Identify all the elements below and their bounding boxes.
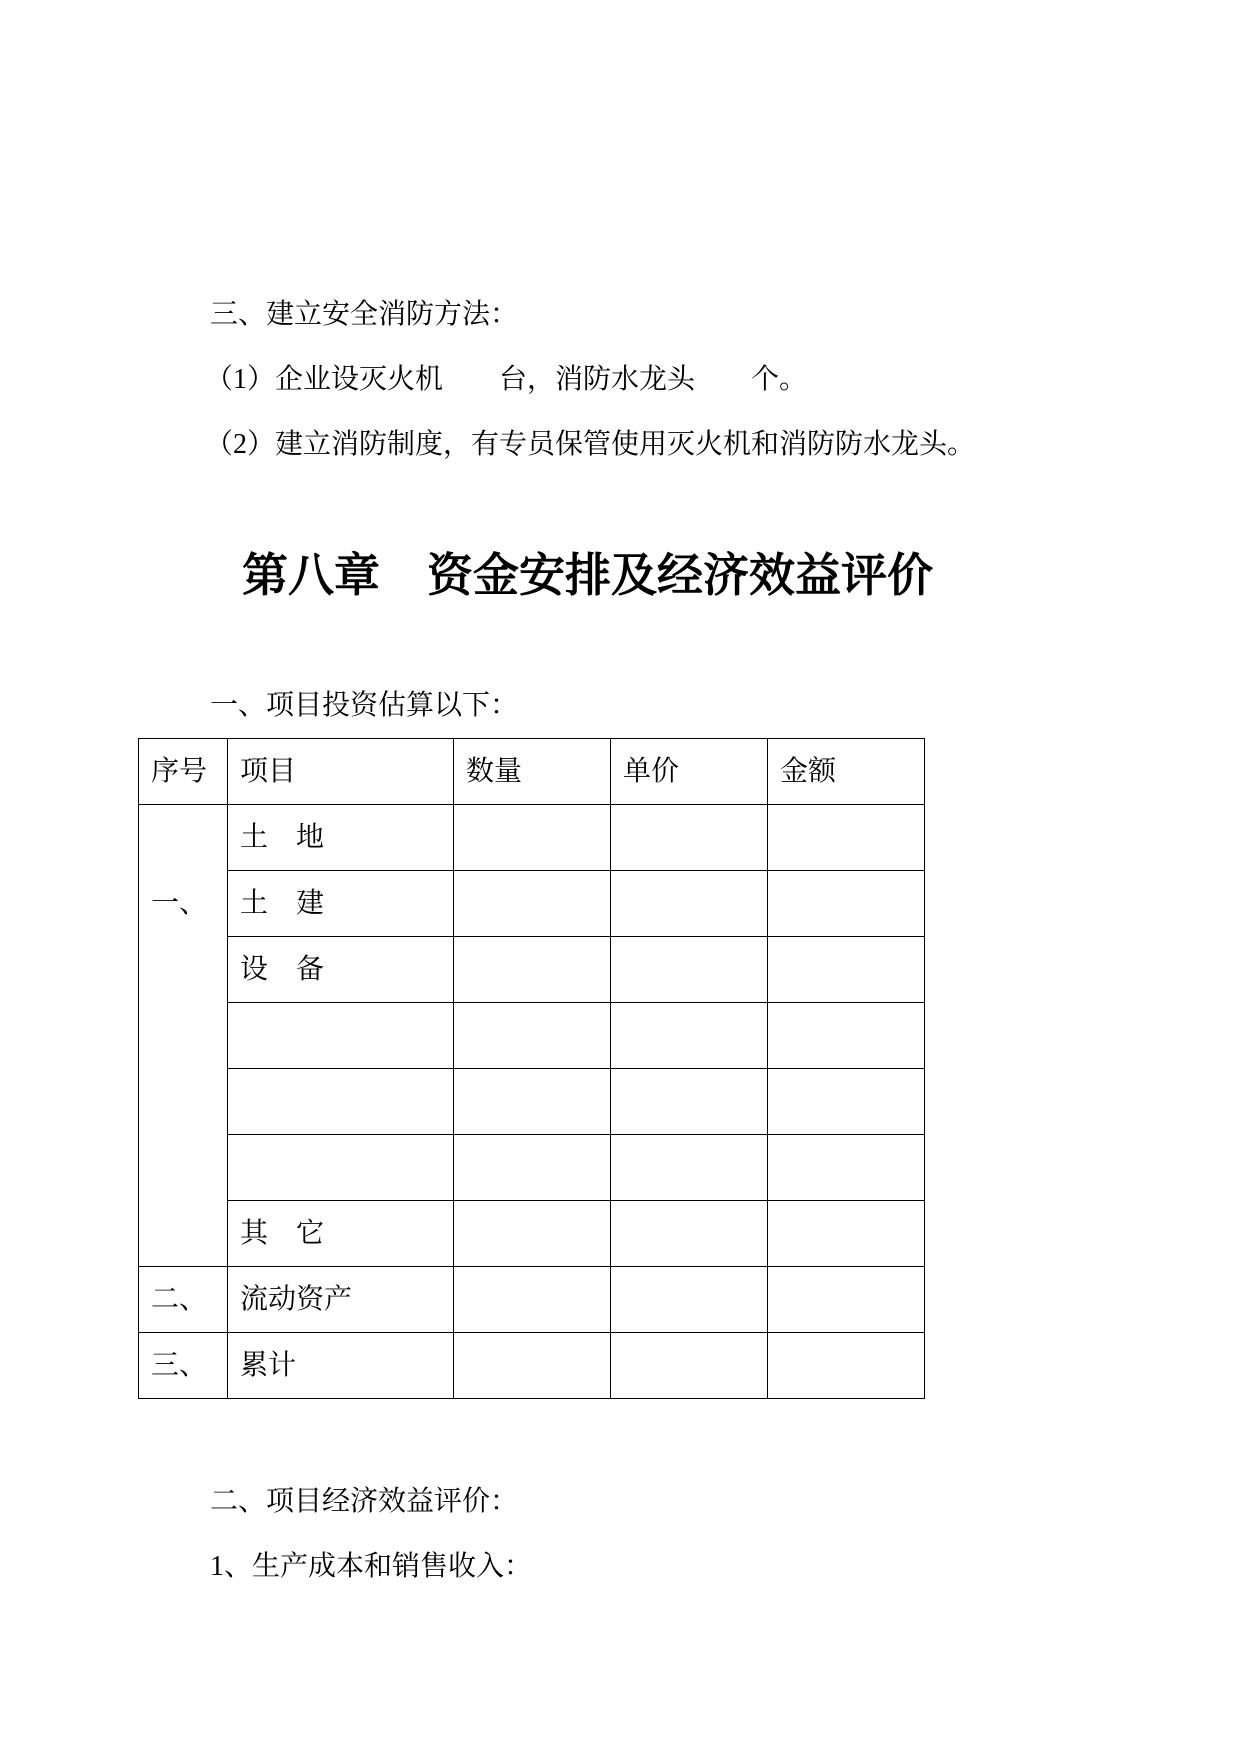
- quantity-cell: [454, 1201, 611, 1267]
- item-cell: 流动资产: [228, 1267, 454, 1333]
- unit-price-cell: [611, 1069, 768, 1135]
- item-cell: 设 备: [228, 937, 454, 1003]
- safety-item-2: （2）建立消防制度，有专员保管使用灭火机和消防防水龙头。: [205, 429, 976, 460]
- item-cell: [228, 1003, 454, 1069]
- unit-price-cell: [611, 1003, 768, 1069]
- quantity-cell: [454, 1267, 611, 1333]
- table-row: [139, 1003, 925, 1069]
- row-number-cell: 三、: [139, 1333, 228, 1399]
- quantity-cell: [454, 1135, 611, 1201]
- header-no: 序号: [139, 739, 228, 805]
- unit-price-cell: [611, 805, 768, 871]
- amount-cell: [768, 871, 925, 937]
- amount-cell: [768, 1003, 925, 1069]
- unit-price-cell: [611, 1267, 768, 1333]
- quantity-cell: [454, 1333, 611, 1399]
- table-row: [139, 1333, 925, 1399]
- table-row: [139, 805, 925, 871]
- item-cell: [228, 1135, 454, 1201]
- amount-cell: [768, 1069, 925, 1135]
- header-quantity: 数量: [454, 739, 611, 805]
- investment-table: [138, 738, 925, 1399]
- table-row: [139, 1201, 925, 1267]
- amount-cell: [768, 1267, 925, 1333]
- amount-cell: [768, 1201, 925, 1267]
- chapter-number: 第八章: [242, 550, 380, 601]
- table-row: [139, 1069, 925, 1135]
- safety-section-heading: 三、建立安全消防方法：: [210, 299, 519, 330]
- safety-item-1: （1）企业设灭火机 台，消防水龙头 个。: [205, 364, 808, 395]
- evaluation-heading: 二、项目经济效益评价：: [210, 1486, 519, 1517]
- amount-cell: [768, 937, 925, 1003]
- amount-cell: [768, 1135, 925, 1201]
- item-cell: 土 地: [228, 805, 454, 871]
- header-unit-price: 单价: [611, 739, 768, 805]
- table-row: [139, 937, 925, 1003]
- quantity-cell: [454, 1069, 611, 1135]
- unit-price-cell: [611, 1135, 768, 1201]
- evaluation-subheading: 1、生产成本和销售收入：: [210, 1551, 533, 1582]
- table-row: [139, 871, 925, 937]
- quantity-cell: [454, 1003, 611, 1069]
- table-header-row: [139, 739, 925, 805]
- item-cell: 其 它: [228, 1201, 454, 1267]
- header-amount: 金额: [768, 739, 925, 805]
- item-cell: 土 建: [228, 871, 454, 937]
- table-row: [139, 1267, 925, 1333]
- amount-cell: [768, 805, 925, 871]
- chapter-name: 资金安排及经济效益评价: [427, 550, 933, 601]
- unit-price-cell: [611, 871, 768, 937]
- row-number-cell: 一、: [139, 805, 228, 1267]
- quantity-cell: [454, 871, 611, 937]
- unit-price-cell: [611, 1333, 768, 1399]
- row-number-cell: 二、: [139, 1267, 228, 1333]
- item-cell: 累计: [228, 1333, 454, 1399]
- amount-cell: [768, 1333, 925, 1399]
- investment-heading: 一、项目投资估算以下：: [210, 690, 519, 721]
- quantity-cell: [454, 937, 611, 1003]
- header-item: 项目: [228, 739, 454, 805]
- table-row: [139, 1135, 925, 1201]
- unit-price-cell: [611, 937, 768, 1003]
- quantity-cell: [454, 805, 611, 871]
- chapter-title: [0, 548, 1241, 604]
- unit-price-cell: [611, 1201, 768, 1267]
- item-cell: [228, 1069, 454, 1135]
